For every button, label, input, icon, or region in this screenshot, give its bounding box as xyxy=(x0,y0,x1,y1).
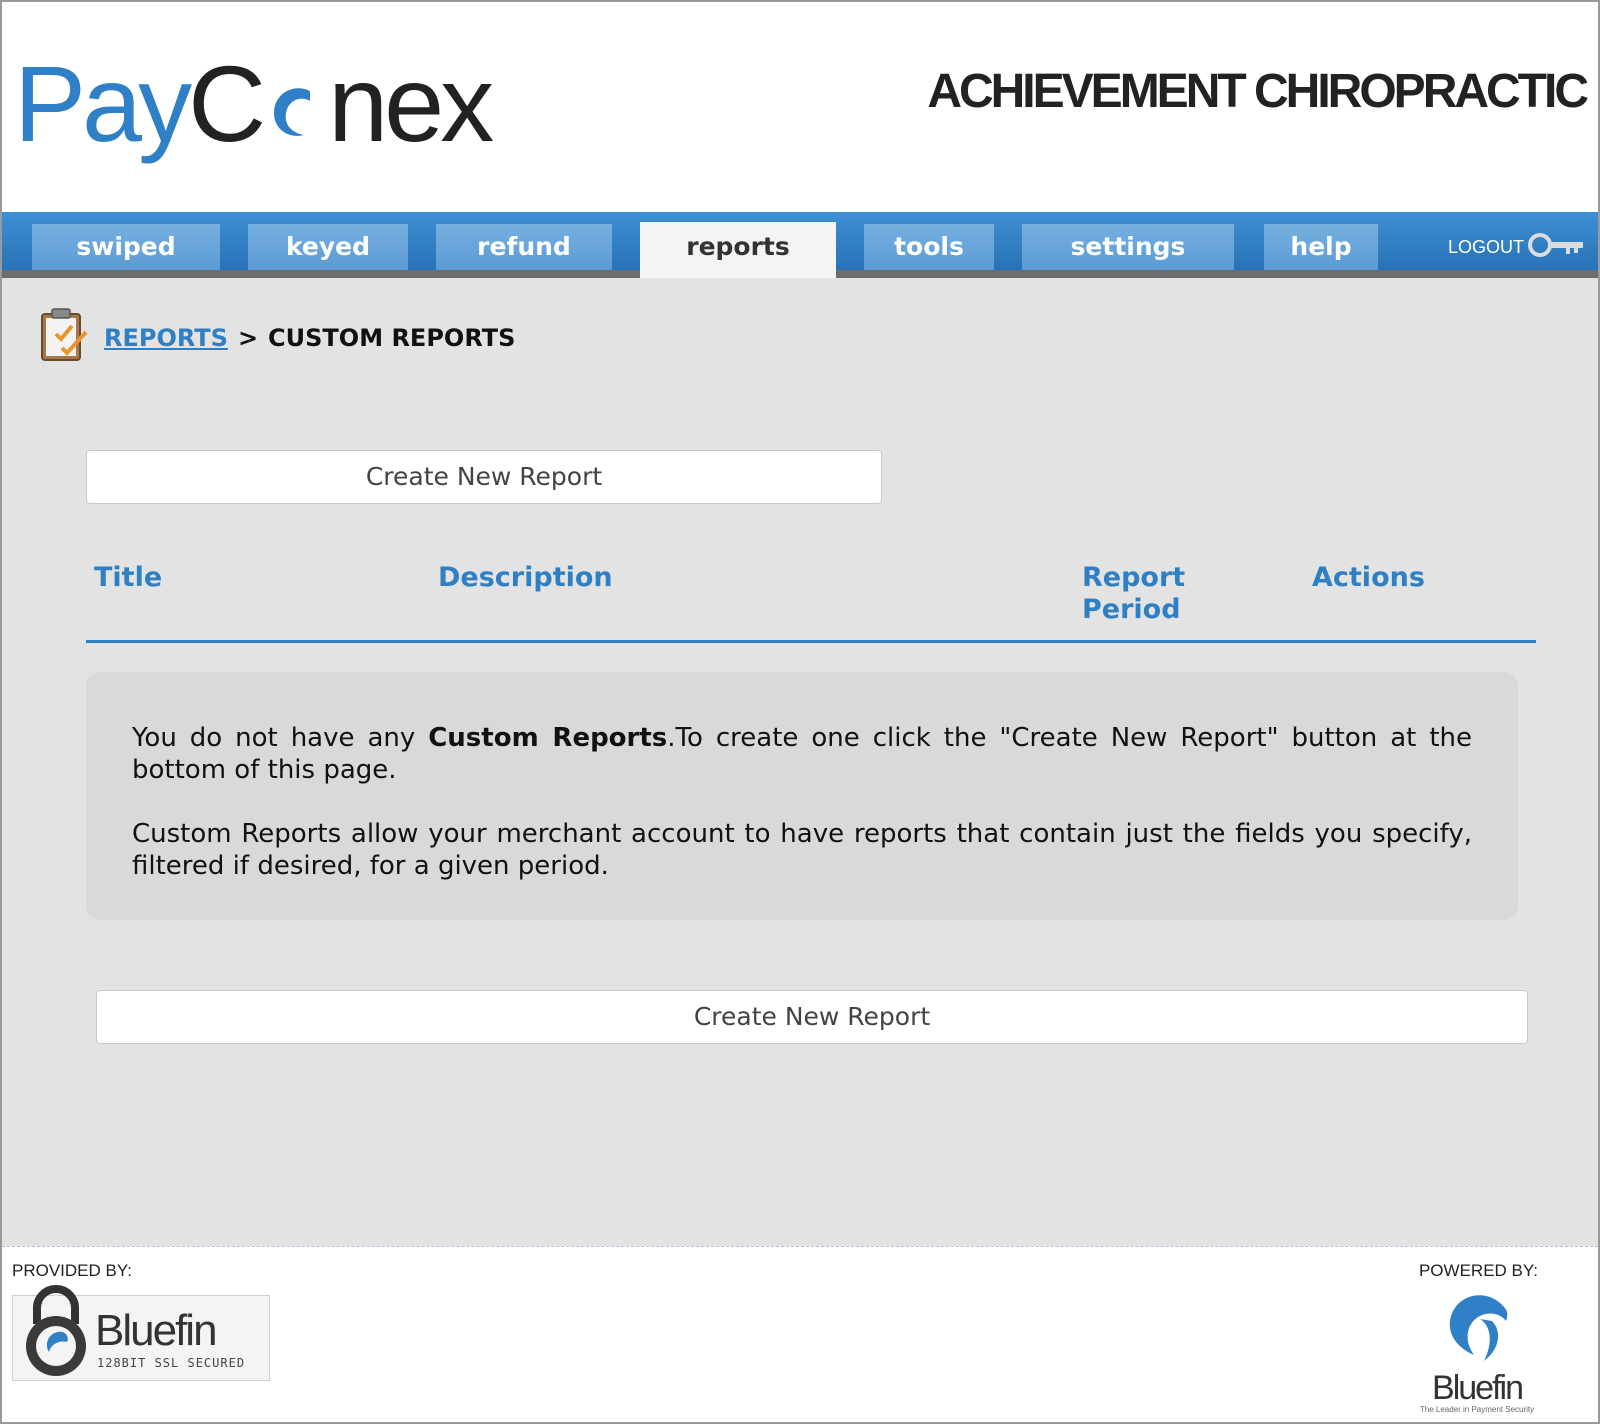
tab-keyed[interactable]: keyed xyxy=(248,224,408,270)
swoosh-o-icon xyxy=(264,44,326,106)
column-header-report-period xyxy=(1082,562,1185,626)
powered-by-label: POWERED BY: xyxy=(1418,1261,1538,1280)
bluefin-ssl-badge[interactable] xyxy=(12,1295,270,1381)
padlock-icon xyxy=(23,1284,89,1384)
header xyxy=(2,2,1598,212)
logo-pay-text: Pay xyxy=(14,43,189,164)
column-header-description: Description xyxy=(438,562,613,593)
logo-c-text: C xyxy=(188,43,263,164)
payconex-logo xyxy=(14,44,490,164)
tab-settings[interactable]: settings xyxy=(1022,224,1234,270)
provided-by-label: PROVIDED BY: xyxy=(12,1261,132,1280)
breadcrumb-reports-link[interactable]: REPORTS xyxy=(104,324,228,352)
powered-bluefin-tagline: The Leader in Payment Security xyxy=(1419,1405,1535,1414)
badge-bluefin-name: Bluefin xyxy=(95,1306,216,1355)
breadcrumb-current: CUSTOM REPORTS xyxy=(268,324,516,352)
empty-state-message xyxy=(86,672,1518,920)
key-icon xyxy=(1526,230,1586,265)
powered-bluefin-name: Bluefin xyxy=(1432,1369,1522,1407)
table-header-rule xyxy=(86,640,1536,643)
empty-message-paragraph-1: You do not have any Custom Reports.To create one click the "Create New Report" button at the bottom of this page. xyxy=(132,723,1472,785)
merchant-name: ACHIEVEMENT CHIROPRACTIC xyxy=(927,65,1586,118)
tab-swiped[interactable]: swiped xyxy=(32,224,220,270)
column-header-title: Title xyxy=(94,562,163,593)
main-nav xyxy=(2,212,1598,278)
breadcrumb-separator: > xyxy=(237,324,259,352)
badge-ssl-text: 128BIT SSL SECURED xyxy=(97,1356,246,1370)
tab-refund[interactable]: refund xyxy=(436,224,612,270)
tab-help[interactable]: help xyxy=(1264,224,1378,270)
bluefin-fin-icon xyxy=(1440,1285,1516,1369)
column-header-actions: Actions xyxy=(1312,562,1425,593)
empty-message-paragraph-2: Custom Reports allow your merchant account to have reports that contain just the fields you specify, filtered if desired, for a given period. xyxy=(132,819,1472,881)
logo-nex-text: nex xyxy=(328,43,491,164)
tab-reports[interactable]: reports xyxy=(640,222,836,280)
breadcrumb xyxy=(38,308,515,368)
logout-label: LOGOUT xyxy=(1447,236,1524,257)
create-new-report-button-bottom[interactable]: Create New Report xyxy=(96,990,1528,1044)
logout-button[interactable] xyxy=(1448,232,1586,262)
footer xyxy=(2,1246,1598,1423)
bluefin-logo[interactable] xyxy=(1412,1285,1542,1415)
main-content xyxy=(2,278,1598,1246)
clipboard-check-icon xyxy=(38,306,92,370)
custom-reports-emphasis: Custom Reports xyxy=(428,723,668,753)
report-period-line1: Report xyxy=(1082,562,1186,593)
report-period-line2: Period xyxy=(1082,594,1181,625)
tab-tools[interactable]: tools xyxy=(864,224,994,270)
create-new-report-button-top[interactable]: Create New Report xyxy=(86,450,882,504)
